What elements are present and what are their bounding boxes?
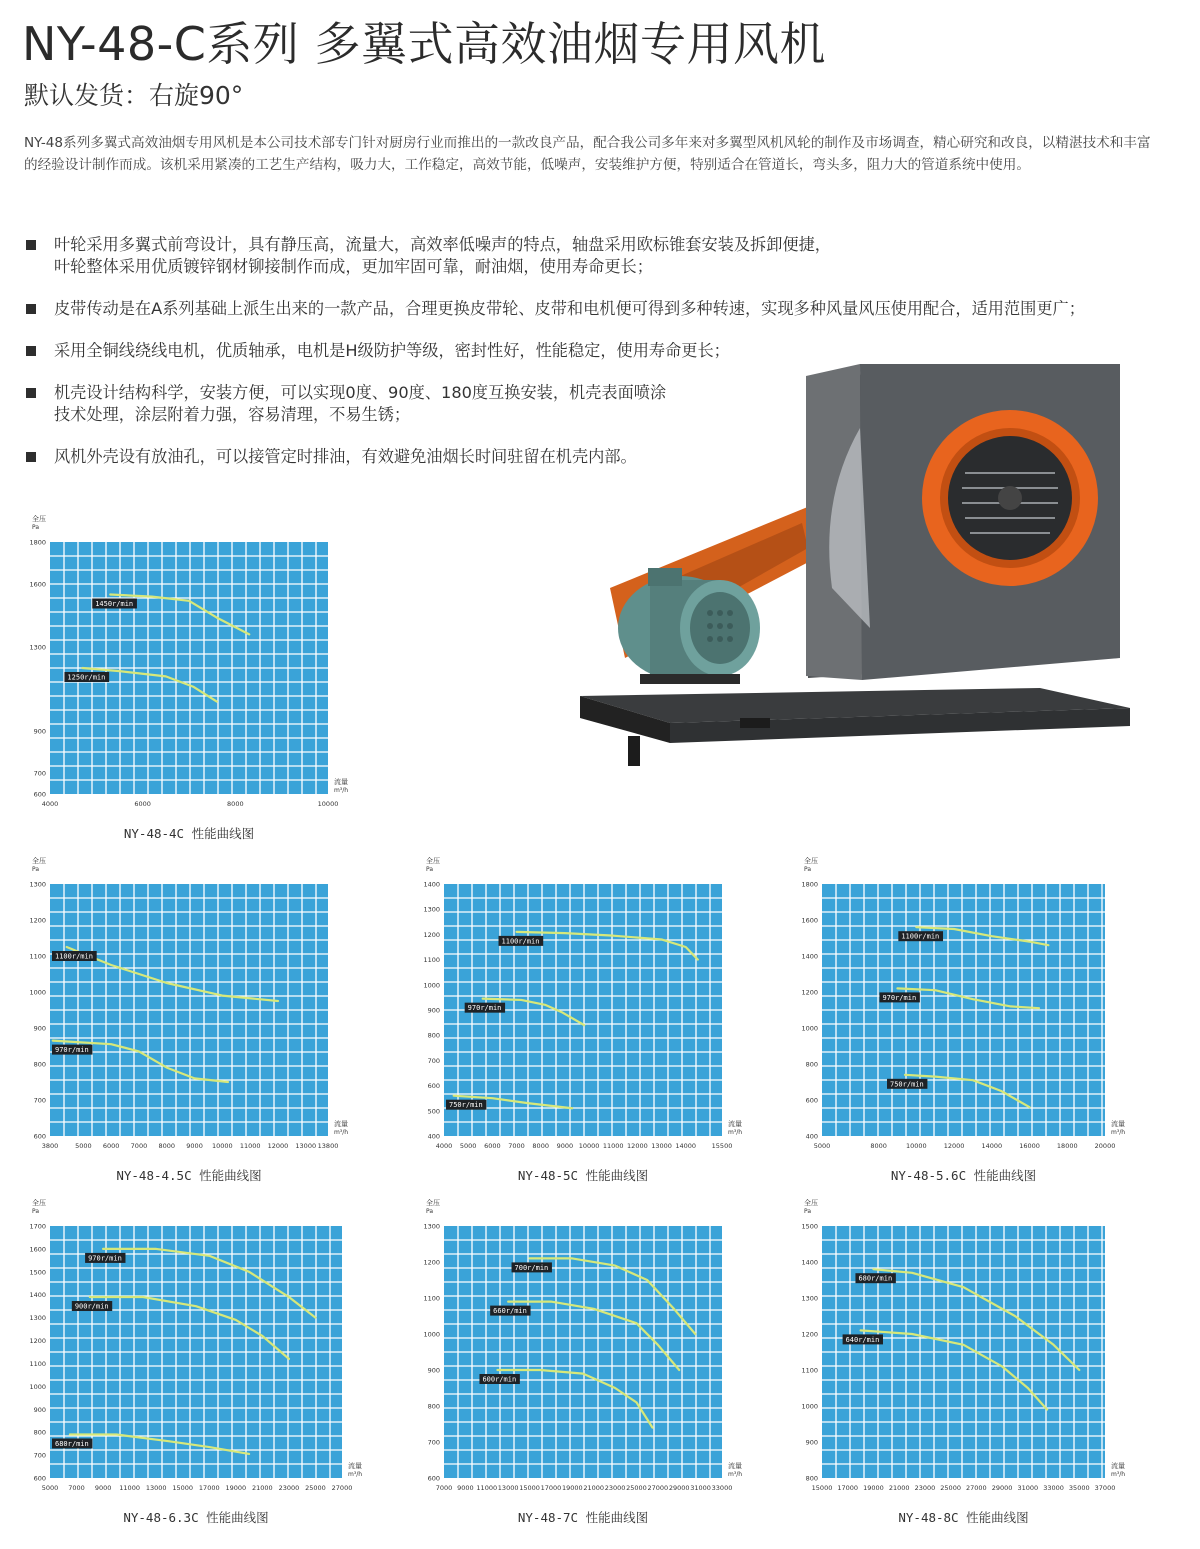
x-tick-label: 12000 <box>943 1142 965 1150</box>
x-tick-label: 7000 <box>68 1484 85 1492</box>
x-tick-label: 17000 <box>198 1484 220 1492</box>
x-tick-label: 19000 <box>225 1484 247 1492</box>
x-tick-label: 8000 <box>532 1142 549 1150</box>
y-tick-label: 900 <box>427 1006 440 1015</box>
chart-title: NY-48-7C 性能曲线图 <box>517 1510 649 1525</box>
y-tick-label: 1000 <box>423 981 440 990</box>
feature-text: 叶轮采用多翼式前弯设计，具有静压高，流量大，高效率低噪声的特点，轴盘采用欧标锥套安装及拆卸便捷， <box>54 235 831 254</box>
y-tick-label: 1600 <box>29 1245 46 1254</box>
y-axis-unit: Pa <box>426 1208 434 1215</box>
fan-product-image <box>570 358 1130 778</box>
x-tick-label: 12000 <box>627 1142 648 1150</box>
y-tick-label: 1000 <box>801 1402 818 1411</box>
x-axis-label: 流量 <box>1111 1120 1125 1128</box>
square-bullet-icon <box>26 304 36 314</box>
x-tick-label: 27000 <box>647 1484 669 1492</box>
series-label: 970r/min <box>88 1254 122 1263</box>
x-tick-label: 6000 <box>484 1142 501 1150</box>
x-tick-label: 11000 <box>476 1484 498 1492</box>
x-tick-label: 5000 <box>41 1484 59 1492</box>
y-tick-label: 900 <box>33 1024 46 1033</box>
x-tick-label: 15000 <box>811 1484 833 1492</box>
x-tick-label: 15500 <box>711 1142 733 1150</box>
series-label: 1450r/min <box>95 600 134 608</box>
x-tick-label: 11000 <box>239 1142 261 1150</box>
y-axis-label: 全压 <box>804 857 818 865</box>
y-axis-unit: Pa <box>32 1208 40 1215</box>
x-tick-label: 17000 <box>837 1484 859 1492</box>
x-tick-label: 15000 <box>172 1484 194 1492</box>
x-axis-unit: m³/h <box>1111 1471 1126 1478</box>
chart-title: NY-48-5C 性能曲线图 <box>517 1168 649 1183</box>
x-axis-unit: m³/h <box>334 1129 349 1136</box>
x-axis-unit: m³/h <box>728 1129 743 1136</box>
chart-svg <box>30 854 368 1162</box>
y-axis-unit: Pa <box>32 866 40 873</box>
y-tick-label: 400 <box>805 1132 818 1141</box>
y-tick-label: 1100 <box>423 956 440 965</box>
square-bullet-icon <box>26 388 36 398</box>
x-axis-unit: m³/h <box>728 1471 743 1478</box>
y-tick-label: 700 <box>33 1096 46 1105</box>
x-tick-label: 23000 <box>604 1484 626 1492</box>
chart-svg <box>802 1196 1145 1504</box>
performance-chart <box>29 854 368 1183</box>
y-tick-label: 1300 <box>801 1294 818 1303</box>
x-tick-label: 25000 <box>305 1484 326 1492</box>
x-tick-label: 17000 <box>540 1484 562 1492</box>
y-tick-label: 600 <box>33 790 46 799</box>
x-tick-label: 12000 <box>267 1142 289 1150</box>
x-tick-label: 7000 <box>435 1484 453 1492</box>
x-tick-label: 7000 <box>130 1142 148 1150</box>
feature-item <box>24 298 1164 320</box>
y-tick-label: 800 <box>33 1428 46 1437</box>
series-label: 680r/min <box>55 1439 89 1448</box>
x-tick-label: 5000 <box>75 1142 92 1150</box>
x-tick-label: 31000 <box>1017 1484 1039 1492</box>
y-tick-label: 1300 <box>29 880 46 889</box>
series-label: 970r/min <box>882 993 917 1002</box>
x-tick-label: 11000 <box>602 1142 624 1150</box>
x-tick-label: 4000 <box>435 1142 453 1150</box>
y-tick-label: 1600 <box>29 580 46 589</box>
x-tick-label: 13000 <box>145 1484 167 1492</box>
y-tick-label: 700 <box>427 1056 440 1065</box>
x-tick-label: 29000 <box>991 1484 1013 1492</box>
y-axis-label: 全压 <box>426 857 440 865</box>
y-tick-label: 1300 <box>423 905 440 914</box>
y-tick-label: 800 <box>33 1060 46 1069</box>
x-axis-label: 流量 <box>728 1120 742 1128</box>
x-tick-label: 8000 <box>227 800 244 808</box>
y-tick-label: 1500 <box>801 1222 818 1231</box>
x-tick-label: 35000 <box>1068 1484 1090 1492</box>
x-tick-label: 20000 <box>1094 1142 1116 1150</box>
y-axis-unit: Pa <box>426 866 434 873</box>
performance-chart <box>801 1196 1145 1525</box>
series-label: 750r/min <box>890 1080 924 1089</box>
chart-title: NY-48-4C 性能曲线图 <box>123 826 255 841</box>
x-tick-label: 23000 <box>278 1484 300 1492</box>
performance-chart <box>801 854 1145 1183</box>
chart-title: NY-48-4.5C 性能曲线图 <box>116 1168 262 1183</box>
performance-chart <box>423 854 762 1183</box>
y-tick-label: 1300 <box>29 1314 46 1323</box>
y-tick-label: 1400 <box>801 1258 818 1267</box>
x-tick-label: 8000 <box>870 1142 887 1150</box>
y-tick-label: 800 <box>805 1060 818 1069</box>
y-tick-label: 600 <box>427 1474 440 1483</box>
y-tick-label: 700 <box>427 1438 440 1447</box>
y-tick-label: 1300 <box>29 643 46 652</box>
y-tick-label: 1100 <box>423 1294 440 1303</box>
y-tick-label: 900 <box>33 1405 46 1414</box>
y-axis-unit: Pa <box>804 866 812 873</box>
y-axis-label: 全压 <box>804 1199 818 1207</box>
series-label: 660r/min <box>493 1307 527 1316</box>
feature-text: 采用全铜线绕线电机，优质轴承，电机是H级防护等级，密封性好，性能稳定，使用寿命更长； <box>54 341 730 360</box>
performance-chart <box>29 1196 382 1525</box>
chart-svg <box>30 512 368 820</box>
y-tick-label: 900 <box>805 1438 818 1447</box>
y-tick-label: 1700 <box>29 1222 46 1231</box>
series-label: 700r/min <box>514 1263 549 1272</box>
y-tick-label: 1000 <box>423 1330 440 1339</box>
y-tick-label: 1800 <box>29 538 46 547</box>
x-tick-label: 10000 <box>212 1142 233 1150</box>
y-tick-label: 900 <box>33 727 46 736</box>
x-tick-label: 5000 <box>459 1142 477 1150</box>
x-tick-label: 10000 <box>905 1142 927 1150</box>
y-tick-label: 1800 <box>801 880 818 889</box>
x-tick-label: 18000 <box>1056 1142 1078 1150</box>
feature-text: 技术处理，涂层附着力强，容易清理，不易生锈； <box>54 405 411 424</box>
y-tick-label: 600 <box>33 1132 46 1141</box>
y-tick-label: 1200 <box>423 1258 440 1267</box>
y-tick-label: 800 <box>805 1474 818 1483</box>
x-tick-label: 9000 <box>457 1484 474 1492</box>
y-axis-label: 全压 <box>32 1199 46 1207</box>
x-tick-label: 16000 <box>1019 1142 1040 1150</box>
x-tick-label: 15000 <box>519 1484 540 1492</box>
series-label: 1100r/min <box>55 952 93 961</box>
square-bullet-icon <box>26 346 36 356</box>
y-tick-label: 800 <box>427 1031 440 1040</box>
feature-text: 机壳设计结构科学，安装方便，可以实现0度、90度、180度互换安装，机壳表面喷涂 <box>54 383 667 402</box>
x-tick-label: 31000 <box>690 1484 711 1492</box>
y-axis-unit: Pa <box>32 524 40 531</box>
x-tick-label: 25000 <box>940 1484 961 1492</box>
x-tick-label: 33000 <box>711 1484 733 1492</box>
series-label: 970r/min <box>467 1004 502 1013</box>
x-tick-label: 13000 <box>497 1484 519 1492</box>
series-label: 900r/min <box>74 1302 109 1311</box>
x-axis-label: 流量 <box>334 778 348 786</box>
y-tick-label: 1200 <box>423 930 440 939</box>
y-tick-label: 1200 <box>29 1337 46 1346</box>
y-tick-label: 600 <box>427 1082 440 1091</box>
series-label: 1250r/min <box>67 673 106 682</box>
intro-paragraph: NY-48系列多翼式高效油烟专用风机是本公司技术部专门针对厨房行业而推出的一款改良产品，配合我公司多年来对多翼型风机风轮的制作及市场调查，精心研究和改良，以精湛技术和丰富的经验设计制作而成。该机采用紧凑的工艺生产结构，吸力大，工作稳定，高效节能，低噪声，安装维护方便，特别适合在管道长，弯头多，阻力大的管道系统中使用。 <box>24 135 1151 173</box>
feature-item <box>24 234 1164 278</box>
y-tick-label: 1100 <box>29 1359 46 1368</box>
x-tick-label: 6000 <box>102 1142 120 1150</box>
series-label: 680r/min <box>858 1274 893 1283</box>
y-tick-label: 1400 <box>29 1291 46 1300</box>
x-tick-label: 13000 <box>651 1142 672 1150</box>
y-tick-label: 1100 <box>29 952 46 961</box>
y-tick-label: 1000 <box>801 1024 818 1033</box>
x-tick-label: 3800 <box>41 1142 59 1150</box>
x-tick-label: 9000 <box>556 1142 574 1150</box>
series-label: 750r/min <box>449 1101 483 1110</box>
x-tick-label: 37000 <box>1094 1484 1116 1492</box>
y-tick-label: 600 <box>805 1096 818 1105</box>
x-tick-label: 27000 <box>966 1484 987 1492</box>
y-axis-unit: Pa <box>804 1208 812 1215</box>
x-tick-label: 19000 <box>561 1484 583 1492</box>
y-axis-label: 全压 <box>426 1199 440 1207</box>
x-tick-label: 4000 <box>41 800 59 808</box>
x-axis-label: 流量 <box>348 1462 362 1470</box>
y-tick-label: 700 <box>33 1451 46 1460</box>
x-tick-label: 21000 <box>888 1484 910 1492</box>
y-tick-label: 900 <box>427 1366 440 1375</box>
feature-text: 风机外壳设有放油孔，可以接管定时排油，有效避免油烟长时间驻留在机壳内部。 <box>54 447 637 466</box>
y-tick-label: 1000 <box>29 988 46 997</box>
x-tick-label: 29000 <box>668 1484 690 1492</box>
x-tick-label: 25000 <box>626 1484 647 1492</box>
x-tick-label: 9000 <box>94 1484 112 1492</box>
y-tick-label: 1600 <box>801 916 818 925</box>
x-tick-label: 9000 <box>186 1142 203 1150</box>
x-tick-label: 6000 <box>134 800 151 808</box>
y-axis-label: 全压 <box>32 857 46 865</box>
x-tick-label: 10000 <box>317 800 339 808</box>
y-tick-label: 500 <box>427 1107 440 1116</box>
x-tick-label: 21000 <box>252 1484 273 1492</box>
x-tick-label: 11000 <box>119 1484 140 1492</box>
x-tick-label: 27000 <box>331 1484 353 1492</box>
y-tick-label: 1400 <box>423 880 440 889</box>
x-tick-label: 13000 <box>295 1142 317 1150</box>
x-axis-label: 流量 <box>728 1462 742 1470</box>
x-tick-label: 21000 <box>583 1484 605 1492</box>
chart-svg <box>424 1196 762 1504</box>
chart-title: NY-48-6.3C 性能曲线图 <box>123 1510 269 1525</box>
series-label: 1100r/min <box>901 932 940 941</box>
x-axis-label: 流量 <box>1111 1462 1125 1470</box>
y-tick-label: 1400 <box>801 952 818 961</box>
y-tick-label: 600 <box>33 1474 46 1483</box>
y-tick-label: 1300 <box>423 1222 440 1231</box>
y-tick-label: 1200 <box>29 916 46 925</box>
x-axis-unit: m³/h <box>334 787 349 794</box>
x-tick-label: 5000 <box>813 1142 831 1150</box>
chart-svg <box>424 854 762 1162</box>
y-tick-label: 400 <box>427 1132 440 1141</box>
feature-text: 皮带传动是在A系列基础上派生出来的一款产品，合理更换皮带轮、皮带和电机便可得到多种转速，实现多种风量风压使用配合，适用范围更广； <box>54 299 1085 318</box>
x-tick-label: 7000 <box>508 1142 525 1150</box>
y-tick-label: 1200 <box>801 1330 818 1339</box>
feature-text: 叶轮整体采用优质镀锌钢材铆接制作而成，更加牢固可靠，耐油烟，使用寿命更长； <box>54 257 653 276</box>
x-tick-label: 10000 <box>578 1142 600 1150</box>
x-axis-unit: m³/h <box>348 1471 363 1478</box>
x-tick-label: 19000 <box>863 1484 884 1492</box>
series-label: 640r/min <box>845 1335 880 1344</box>
x-tick-label: 33000 <box>1043 1484 1064 1492</box>
y-tick-label: 700 <box>33 769 46 778</box>
chart-svg <box>30 1196 382 1504</box>
chart-title: NY-48-5.6C 性能曲线图 <box>890 1168 1037 1183</box>
performance-chart <box>29 512 368 841</box>
x-axis-unit: m³/h <box>1111 1129 1126 1136</box>
y-tick-label: 1100 <box>801 1366 818 1375</box>
chart-svg <box>802 854 1145 1162</box>
series-label: 970r/min <box>55 1046 89 1055</box>
y-axis-label: 全压 <box>32 515 46 523</box>
x-tick-label: 14000 <box>981 1142 1003 1150</box>
page-title: NY-48-C系列 多翼式高效油烟专用风机 <box>22 17 827 71</box>
default-shipping-note: 默认发货：右旋90° <box>24 81 244 110</box>
x-tick-label: 13800 <box>317 1142 339 1150</box>
chart-title: NY-48-8C 性能曲线图 <box>898 1510 1029 1525</box>
y-tick-label: 1500 <box>29 1268 46 1277</box>
y-tick-label: 800 <box>427 1402 440 1411</box>
performance-chart <box>423 1196 762 1525</box>
x-tick-label: 14000 <box>675 1142 697 1150</box>
square-bullet-icon <box>26 452 36 462</box>
series-label: 1100r/min <box>501 937 540 946</box>
y-tick-label: 1000 <box>29 1382 46 1391</box>
x-tick-label: 23000 <box>914 1484 936 1492</box>
x-axis-label: 流量 <box>334 1120 348 1128</box>
x-tick-label: 8000 <box>158 1142 176 1150</box>
series-label: 600r/min <box>482 1375 517 1384</box>
y-tick-label: 1200 <box>801 988 818 997</box>
square-bullet-icon <box>26 240 36 250</box>
